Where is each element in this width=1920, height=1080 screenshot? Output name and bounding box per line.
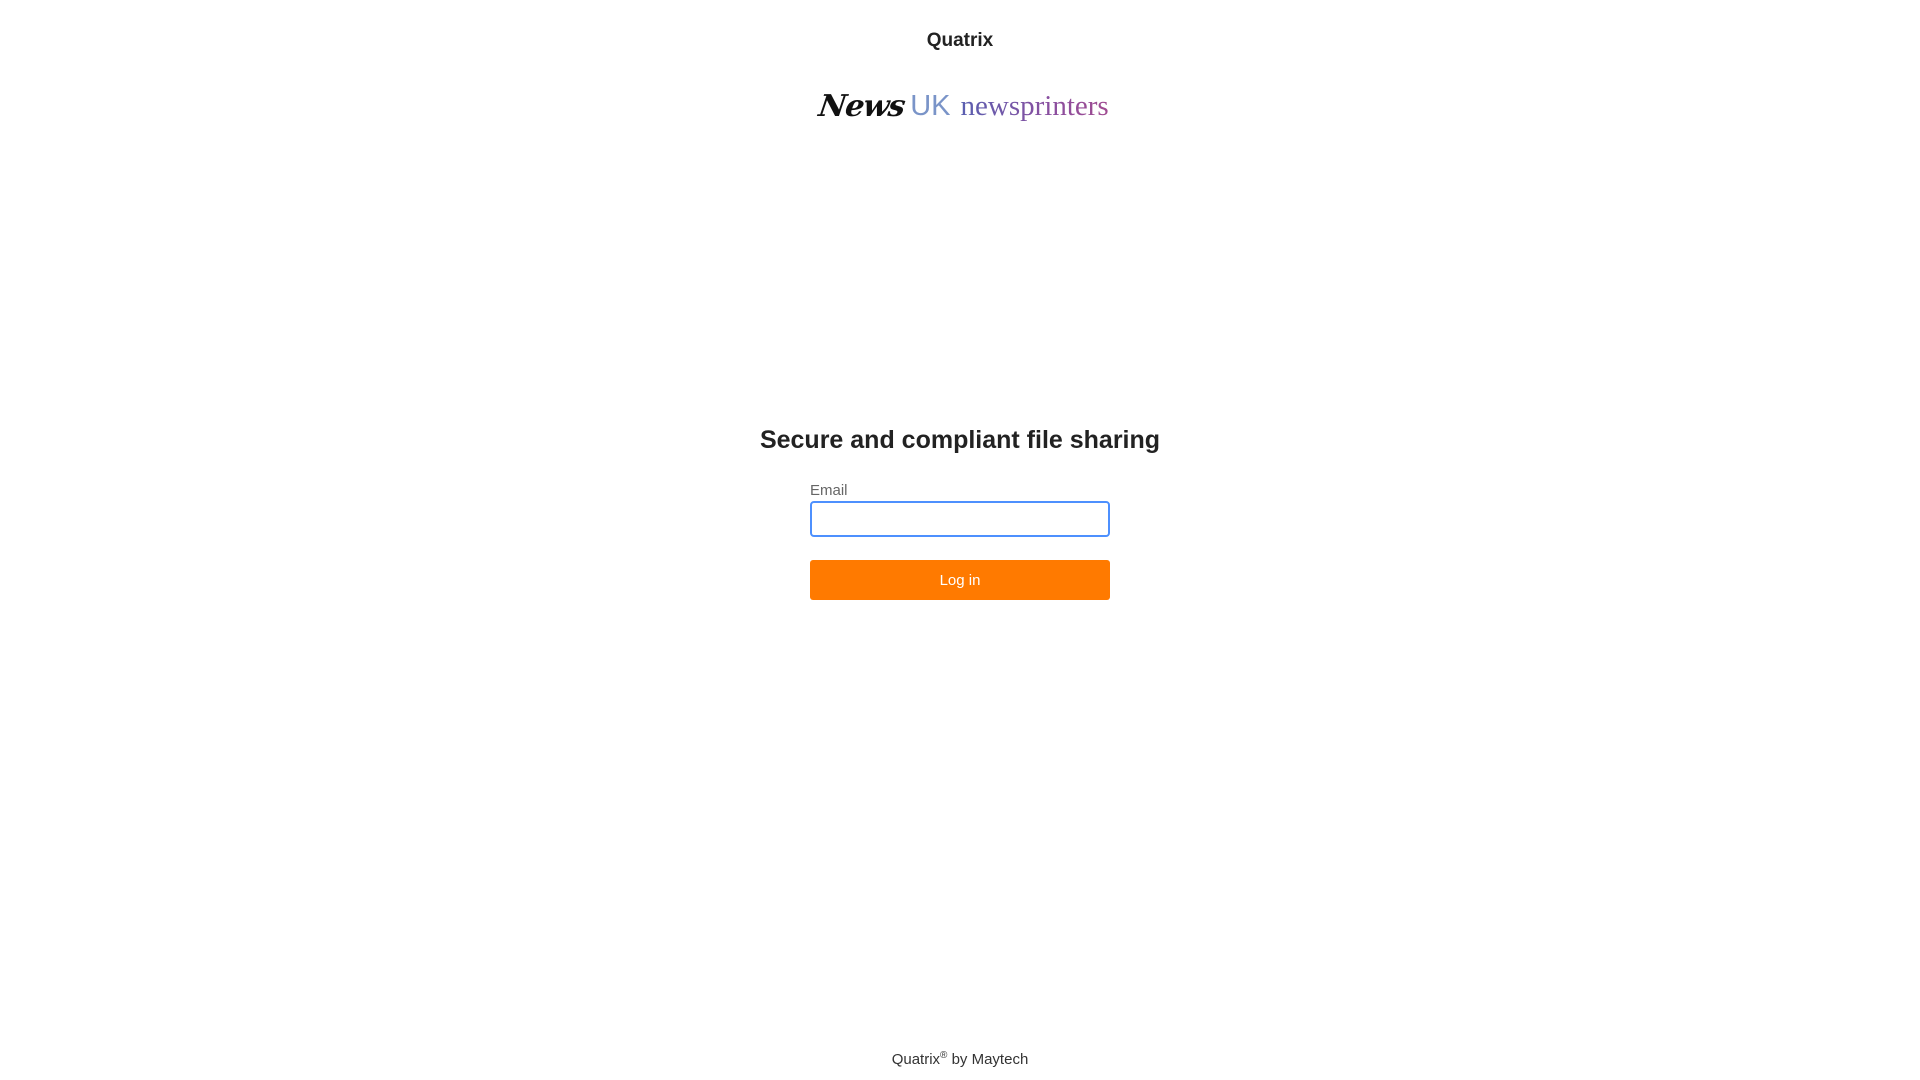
logo-newsprinters-text: newsprinters: [960, 89, 1109, 122]
login-form: [810, 482, 1110, 600]
email-label: Email: [810, 482, 848, 499]
login-button[interactable]: Log in: [810, 560, 1110, 600]
footer-trademark: ®: [940, 1050, 948, 1061]
footer: [0, 1050, 1920, 1068]
footer-brand: Quatrix: [891, 1051, 941, 1068]
logo-news-text: News: [816, 88, 907, 124]
email-input[interactable]: [810, 501, 1110, 537]
app-title: Quatrix: [926, 30, 994, 51]
logo-uk-text: UK: [910, 89, 951, 122]
company-logo: [816, 80, 1109, 132]
footer-by-text: by Maytech: [947, 1051, 1029, 1068]
page-headline: Secure and compliant file sharing: [759, 426, 1161, 454]
